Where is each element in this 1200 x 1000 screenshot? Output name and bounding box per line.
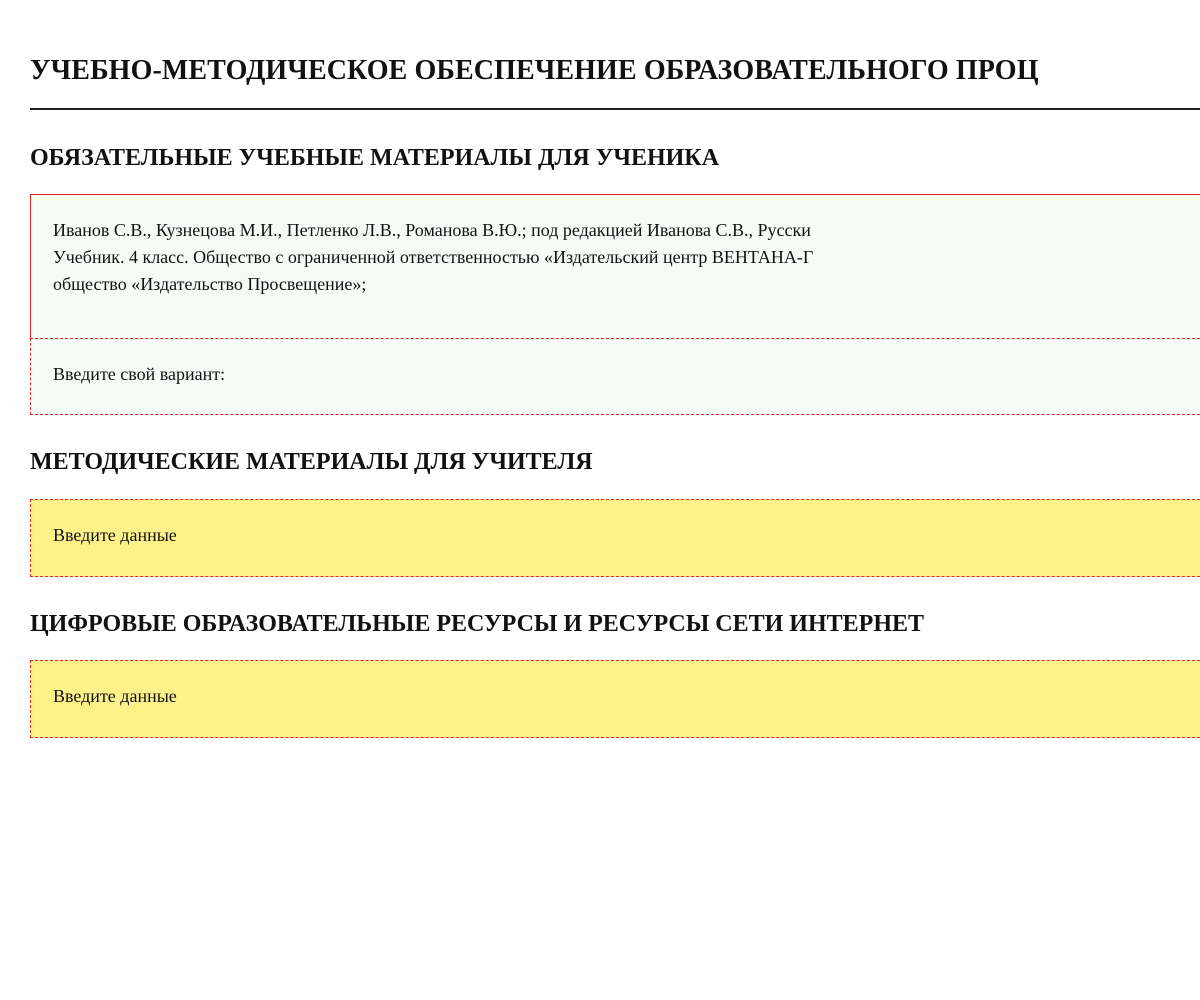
custom-variant-field[interactable] [30,338,1200,415]
digital-resources-placeholder: Введите данные [53,686,177,706]
section-heading-digital-resources: ЦИФРОВЫЕ ОБРАЗОВАТЕЛЬНЫЕ РЕСУРСЫ И РЕСУРСЫ СЕТИ ИНТЕРНЕТ [30,611,924,637]
section-heading-teacher-materials: МЕТОДИЧЕСКИЕ МАТЕРИАЛЫ ДЛЯ УЧИТЕЛЯ [30,449,593,475]
page-title: УЧЕБНО-МЕТОДИЧЕСКОЕ ОБЕСПЕЧЕНИЕ ОБРАЗОВАТЕЛЬНОГО ПРОЦ [30,55,1039,86]
title-divider [30,108,1200,110]
section-heading-student-materials: ОБЯЗАТЕЛЬНЫЕ УЧЕБНЫЕ МАТЕРИАЛЫ ДЛЯ УЧЕНИКА [30,145,720,171]
entry-line-1: Иванов С.В., Кузнецова М.И., Петленко Л.В., Романова В.Ю.; под редакцией Иванова С.В., Русски [53,220,811,240]
entry-line-2: Учебник. 4 класс. Общество с ограниченной ответственностью «Издательский центр ВЕНТАНА-Г [53,247,814,267]
digital-resources-field[interactable] [30,660,1200,738]
entry-line-3: общество «Издательство Просвещение»; [53,274,367,294]
teacher-materials-field[interactable] [30,499,1200,577]
custom-variant-prompt: Введите свой вариант: [53,364,226,384]
teacher-materials-placeholder: Введите данные [53,525,177,545]
student-materials-entry[interactable] [30,194,1200,339]
